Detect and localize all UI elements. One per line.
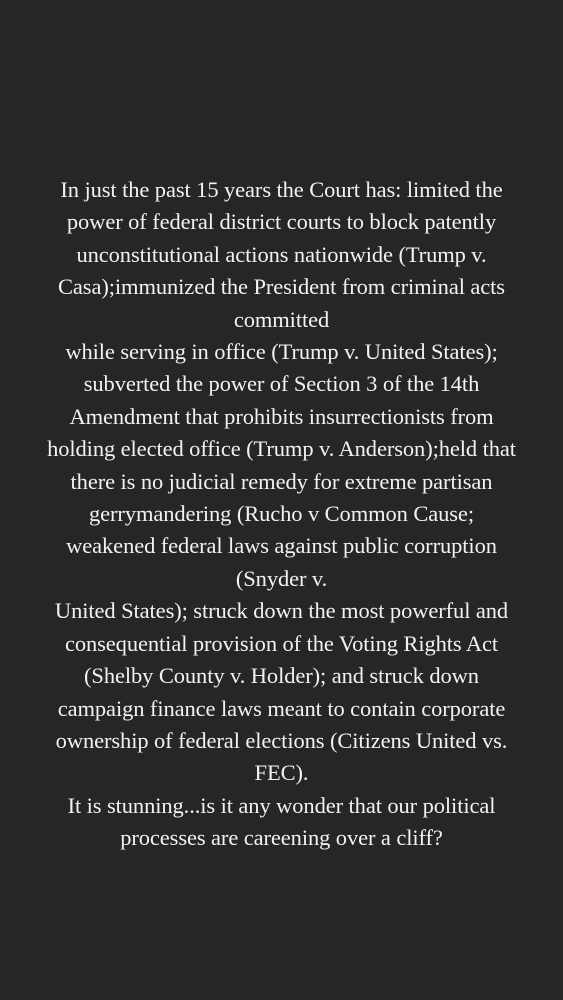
post-text-line: holding elected office (Trump v. Anderson);held that — [47, 436, 516, 462]
post-text-line: ownership of federal elections (Citizens United vs. — [55, 727, 508, 753]
post-text-line: committed — [233, 306, 330, 332]
post-text-line: there is no judicial remedy for extreme partisan — [70, 468, 493, 494]
post-text-line: subverted the power of Section 3 of the 14th — [83, 371, 480, 397]
post-text-line: consequential provision of the Voting Rights Act — [64, 630, 499, 656]
post-text-line: gerrymandering (Rucho v Common Cause; — [89, 501, 474, 527]
post-text-line: weakened federal laws against public corruption — [66, 533, 497, 559]
post-text — [0, 174, 563, 855]
post-text-line: while serving in office (Trump v. United States); — [65, 339, 498, 365]
post-text-line: FEC). — [254, 760, 309, 786]
post-text-line: campaign finance laws meant to contain corporate — [57, 695, 506, 721]
post-text-line: United States); struck down the most powerful and — [54, 598, 509, 624]
post-text-line: (Snyder v. — [235, 565, 328, 591]
post-text-line: unconstitutional actions nationwide (Trump v. — [76, 241, 487, 267]
post-text-line: In just the past 15 years the Court has: limited the — [60, 177, 503, 202]
post-text-line: It is stunning...is it any wonder that our political — [67, 792, 496, 818]
post-text-line: power of federal district courts to block patently — [66, 209, 497, 235]
post-text-line: Casa);immunized the President from criminal acts — [58, 274, 505, 300]
post-text-line: (Shelby County v. Holder); and struck down — [84, 663, 479, 689]
post-text-line: processes are careening over a cliff? — [120, 825, 443, 851]
post-text-line: Amendment that prohibits insurrectionists from — [69, 403, 494, 429]
